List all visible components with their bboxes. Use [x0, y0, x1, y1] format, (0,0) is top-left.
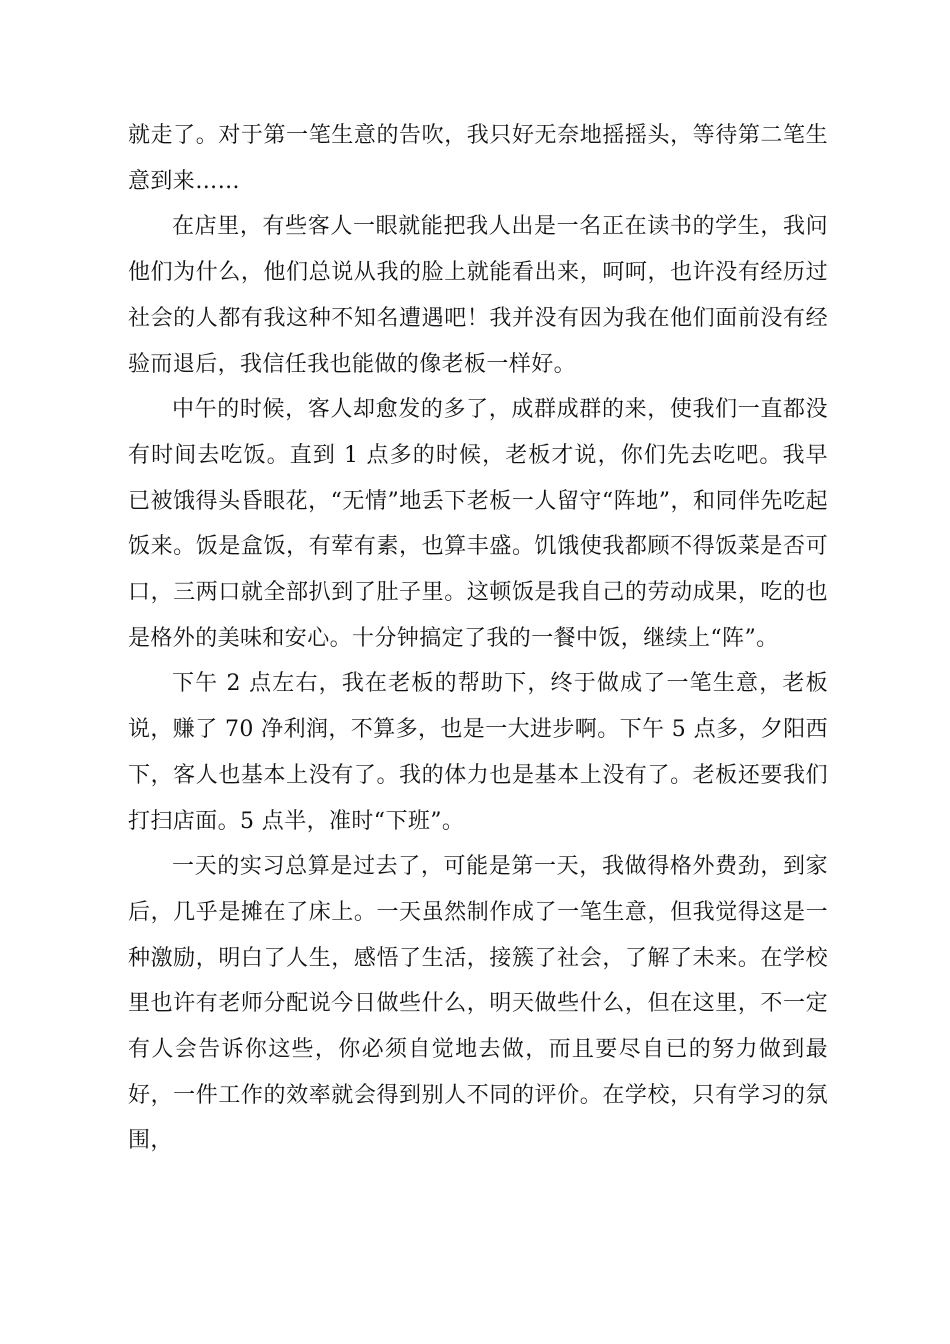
body-text [128, 113, 828, 1164]
paragraph-4: 下午 2 点左右，我在老板的帮助下，终于做成了一笔生意，老板说，赚了 70 净利润，不算多，也是一大进步啊。下午 5 点多，夕阳西下，客人也基本上没有了。我的体力也是基本上没有了。老板还要我们打扫店面。5 点半，准时“下班”。 [128, 671, 828, 834]
paragraph-5: 一天的实习总算是过去了，可能是第一天，我做得格外费劲，到家后，几乎是摊在了床上。一天虽然制作成了一笔生意，但我觉得这是一种激励，明白了人生，感悟了生活，接簇了社会，了解了未来。在学校里也许有老师分配说今日做些什么，明天做些什么，但在这里，不一定有人会告诉你这些，你必须自觉地去做，而且要尽自已的努力做到最好，一件工作的效率就会得到别人不同的评价。在学校，只有学习的氛围， [128, 854, 828, 1154]
paragraph-2: 在店里，有些客人一眼就能把我人出是一名正在读书的学生，我问他们为什么，他们总说从我的脸上就能看出来，呵呵，也许没有经历过社会的人都有我这种不知名遭遇吧！我并没有因为我在他们面前没有经验而退后，我信任我也能做的像老板一样好。 [128, 214, 828, 377]
paragraph-3: 中午的时候，客人却愈发的多了，成群成群的来，使我们一直都没有时间去吃饭。直到 1 点多的时候，老板才说，你们先去吃吧。我早已被饿得头昏眼花，“无情”地丢下老板一人留守“阵地”，和同伴先吃起饭来。饭是盒饭，有荤有素，也算丰盛。饥饿使我都顾不得饭菜是否可口，三两口就全部扒到了肚子里。这顿饭是我自己的劳动成果，吃的也是格外的美味和安心。十分钟搞定了我的一餐中饭，继续上“阵”。 [128, 397, 828, 651]
paragraph-1: 就走了。对于第一笔生意的告吹，我只好无奈地摇摇头，等待第二笔生意到来…… [128, 123, 828, 194]
